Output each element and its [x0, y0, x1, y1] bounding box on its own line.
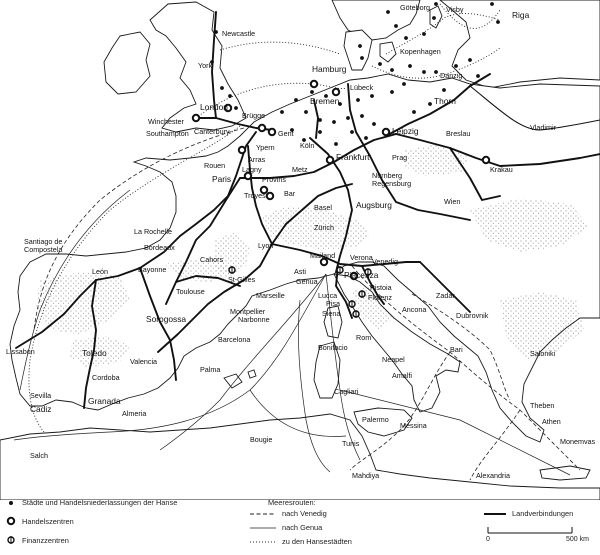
label-sorogossa: Sorogossa [146, 314, 187, 324]
label-tunis: Tunis [342, 439, 360, 448]
label-brugge: Brügge [242, 111, 266, 120]
land-north-africa [0, 414, 600, 500]
label-provins: Provins [262, 175, 286, 184]
label-nurnberg: Nürnberg [372, 171, 402, 180]
label-danzig: Danzig [440, 71, 463, 80]
label-york: York [198, 61, 213, 70]
legend-hanseatic-label: zu den Hansestädten [282, 537, 352, 546]
land-ireland [104, 32, 150, 94]
label-monemvasia: Monemvas [560, 437, 596, 446]
trade-center-icon [6, 516, 16, 526]
hanseatic-line-icon [250, 539, 276, 545]
label-bar: Bar [284, 189, 296, 198]
label-wien: Wien [444, 197, 461, 206]
label-krakau: Krakau [490, 165, 513, 174]
label-narbonne: Narbonne [238, 315, 270, 324]
hanse-dot-icon [6, 499, 16, 507]
label-sevilla: Sevilla [30, 391, 52, 400]
label-pistoia: Pistoia [370, 283, 392, 292]
label-messina: Messina [400, 421, 427, 430]
scale-bar [487, 525, 595, 535]
label-santiago-1: Santiago de [24, 237, 63, 246]
label-mahdiya: Mahdiya [352, 471, 380, 480]
legend-land-routes-label: Landverbindungen [512, 509, 574, 518]
label-venedig: Venedig [372, 257, 398, 266]
label-winchester: Winchester [148, 117, 184, 126]
label-leipzig: Leipzig [392, 126, 419, 136]
label-marseille: Marseille [256, 291, 285, 300]
label-bonifacio: Bonifacio [318, 343, 348, 352]
label-lyon: Lyon [258, 241, 274, 250]
label-salch: Salch [30, 451, 48, 460]
label-verona: Verona [350, 253, 373, 262]
label-neapel: Neapel [382, 355, 405, 364]
land-continent [10, 74, 600, 442]
label-alexandria: Alexandria [476, 471, 510, 480]
label-barcelona: Barcelona [218, 335, 251, 344]
legend-venice [250, 509, 327, 518]
label-mailand: Mailand [310, 251, 336, 260]
label-bayonne: Bayonne [138, 265, 167, 274]
label-granada: Granada [88, 396, 121, 406]
label-gent: Gent [278, 129, 294, 138]
label-bari: Bari [450, 345, 463, 354]
label-toulouse: Toulouse [176, 287, 205, 296]
label-breslau: Breslau [446, 129, 471, 138]
label-athen: Athen [542, 417, 561, 426]
label-troyes: Troyes [244, 191, 266, 200]
legend-finance-centers [6, 535, 69, 545]
label-theben: Theben [530, 401, 555, 410]
label-thorn: Thorn [434, 96, 456, 106]
label-cadiz: Cadiz [30, 404, 52, 414]
label-basel: Basel [314, 203, 332, 212]
label-asti: Asti [294, 267, 306, 276]
scale-zero: 0 [486, 536, 490, 543]
label-leon: León [92, 267, 108, 276]
label-santiago-2: Compostela [24, 245, 63, 254]
label-arras: Arras [248, 155, 266, 164]
label-ancona: Ancona [402, 305, 427, 314]
legend-genoa-label: nach Genua [282, 523, 323, 532]
legend-trade-centers-label: Handelszentren [22, 516, 74, 526]
label-florenz: Florenz [368, 293, 392, 302]
label-lubeck: Lübeck [350, 83, 374, 92]
legend-hanse-cities [6, 498, 177, 507]
label-metz: Metz [292, 165, 308, 174]
label-cordoba: Cordoba [92, 373, 120, 382]
land-jutland [344, 30, 372, 70]
label-zadar: Zadar [436, 291, 455, 300]
label-koln: Köln [300, 141, 315, 150]
land-route-line-icon [484, 511, 506, 517]
label-st-gilles: St-Gilles [228, 275, 256, 284]
legend-venice-label: nach Venedig [282, 509, 327, 518]
label-ypern: Ypern [256, 143, 275, 152]
legend-hanseatic [250, 537, 352, 546]
label-regensburg: Regensburg [372, 179, 412, 188]
label-zurich: Zürich [314, 223, 334, 232]
land-crete [540, 466, 590, 480]
label-almeria: Almeria [122, 409, 147, 418]
label-riga: Riga [512, 10, 530, 20]
label-london: London [200, 102, 228, 112]
label-kopenhagen: Kopenhagen [400, 47, 441, 56]
label-cagliari: Cagliari [334, 387, 359, 396]
label-siena: Siena [322, 309, 341, 318]
label-goteborg: Göteborg [400, 3, 430, 12]
map-legend [0, 495, 600, 555]
legend-land-routes [484, 509, 573, 518]
finance-center-icon [6, 535, 16, 545]
label-dubrovnik: Dubrovnik [456, 311, 489, 320]
land-zealand [380, 42, 396, 62]
label-prag: Prag [392, 153, 408, 162]
label-frankfurt: Frankfurt [336, 152, 370, 162]
land-balearic [224, 370, 256, 388]
label-palermo: Palermo [362, 415, 389, 424]
label-la-rochelle: La Rochelle [134, 227, 172, 236]
label-cahors: Cahors [200, 255, 224, 264]
legend-trade-centers [6, 516, 74, 526]
label-augsburg: Augsburg [356, 200, 392, 210]
label-rom: Rom [356, 333, 372, 342]
label-amalfi: Amalfi [392, 371, 412, 380]
label-lissabon: Lissabon [6, 347, 35, 356]
label-vladimir: Vladimir [530, 123, 556, 132]
label-bremen: Bremen [310, 96, 340, 106]
label-saloniki: Saloniki [530, 349, 556, 358]
label-hamburg: Hamburg [312, 64, 347, 74]
venice-line-icon [250, 511, 276, 517]
label-visby: Visby [446, 5, 464, 14]
label-canterbury: Canterbury [194, 127, 230, 136]
label-palma: Palma [200, 365, 221, 374]
label-lagny: Lagny [242, 165, 262, 174]
label-toledo: Toledo [82, 348, 107, 358]
label-piacenza: Piacenza [344, 270, 379, 280]
label-southampton: Southampton [146, 129, 189, 138]
label-genua: Genua [296, 277, 318, 286]
label-valencia: Valencia [130, 357, 158, 366]
label-bougie: Bougie [250, 435, 273, 444]
legend-hanse-cities-label: Städte und Handelsniederlassungen der Hanse [22, 498, 178, 507]
label-lucca: Lucca [318, 291, 338, 300]
legend-finance-centers-label: Finanzzentren [22, 535, 69, 545]
label-pisa: Pisa [326, 299, 340, 308]
label-newcastle: Newcastle [222, 29, 256, 38]
scale-label: 500 km [566, 536, 589, 543]
legend-genoa [250, 523, 322, 532]
label-montpellier: Montpellier [230, 307, 266, 316]
label-rouen: Rouen [204, 161, 226, 170]
genoa-line-icon [250, 525, 276, 531]
legend-sea-routes-title-label: Meeresrouten: [268, 498, 316, 507]
legend-sea-routes-title [268, 498, 316, 507]
label-bordeaux: Bordeaux [144, 243, 175, 252]
label-paris: Paris [212, 174, 232, 184]
